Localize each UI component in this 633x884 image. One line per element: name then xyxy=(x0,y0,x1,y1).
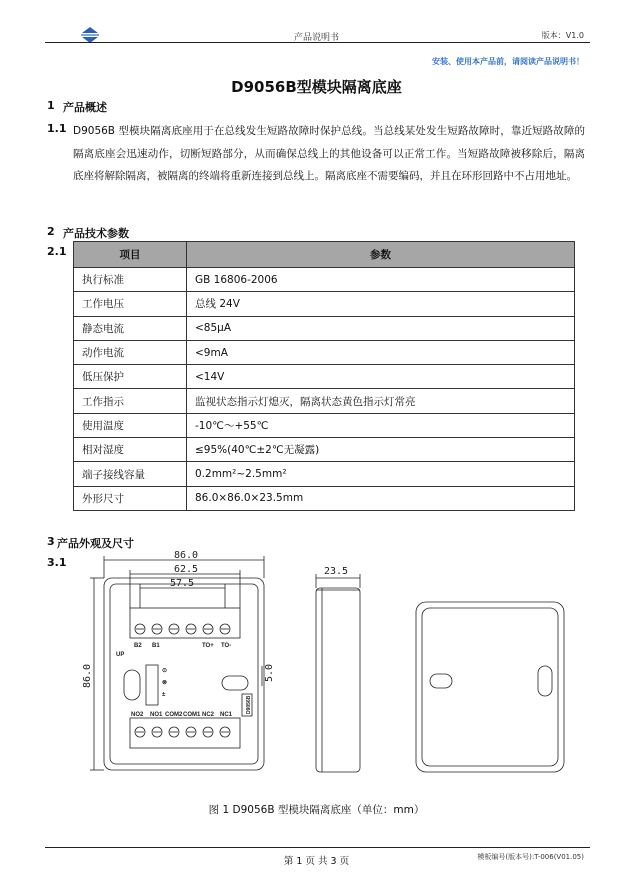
back-slot-right xyxy=(538,666,552,696)
side-mark-1: ⊙ xyxy=(162,668,168,674)
overview-paragraph: D9056B 型模块隔离底座用于在总线发生短路故障时保护总线。当总线某处发生短路故障时，靠近短路故障的隔离底座会迅速动作，切断短路部分，从而确保总线上的其他设备可以正常工作。当短路故障被移除后，隔离底座将解除隔离，被隔离的终端将重新连接到总线上。隔离底座不需要编码，并且在环形回路中不占用地址。 xyxy=(73,125,585,182)
table-cell-item: 低压保护 xyxy=(74,365,187,389)
table-cell-item: 相对湿度 xyxy=(74,438,187,462)
terminal-label-to-plus: TO+ xyxy=(202,643,214,649)
dim-depth: 23.5 xyxy=(324,566,349,577)
table-row xyxy=(74,292,575,316)
table-row xyxy=(74,316,575,340)
footer-template-code: 模板编号(版本号):T-006(V01.05) xyxy=(477,853,584,861)
section-3-title: 产品外观及尺寸 xyxy=(57,537,134,550)
spec-table xyxy=(73,241,575,511)
table-cell-value: GB 16806-2006 xyxy=(187,268,575,292)
table-cell-value: 总线 24V xyxy=(187,292,575,316)
table-cell-item: 静态电流 xyxy=(74,316,187,340)
side-mark-2: ⊗ xyxy=(162,680,168,686)
table-row xyxy=(74,389,575,413)
table-row xyxy=(74,340,575,364)
table-cell-value: -10℃～+55℃ xyxy=(187,413,575,437)
table-row xyxy=(74,365,575,389)
header-version: 版本：V1.0 xyxy=(541,31,584,40)
dim-inner2: 57.5 xyxy=(170,578,195,589)
table-row xyxy=(74,413,575,437)
mount-slot-right xyxy=(222,676,248,690)
dim-inner1: 62.5 xyxy=(174,564,199,575)
footer-page-number: 第 1 页 共 3 页 xyxy=(283,856,350,867)
terminal-label-to-minus: TO- xyxy=(221,643,232,649)
back-slot-left xyxy=(430,674,452,688)
table-cell-item: 使用温度 xyxy=(74,413,187,437)
terminal-label-b1: B1 xyxy=(152,643,160,649)
table-row xyxy=(74,268,575,292)
back-view-outline xyxy=(416,602,564,772)
section-3-1-number: 3.1 xyxy=(47,556,67,569)
terminal-label-nc2: NC2 xyxy=(202,712,215,718)
header-notice: 安装、使用本产品前，请阅读产品说明书！ xyxy=(432,57,584,66)
header-divider xyxy=(45,42,590,43)
mount-slot-left xyxy=(124,670,140,700)
table-cell-item: 端子接线容量 xyxy=(74,462,187,486)
table-cell-item: 外形尺寸 xyxy=(74,486,187,510)
bottom-terminal-screws xyxy=(135,727,230,737)
table-cell-value: ≤95%(40℃±2℃无凝露) xyxy=(187,438,575,462)
table-cell-value: <14V xyxy=(187,365,575,389)
section-1-title: 产品概述 xyxy=(63,101,107,114)
model-code-label: D9056B xyxy=(246,695,252,714)
side-view-outline xyxy=(316,588,360,772)
table-cell-value: 监视状态指示灯熄灭，隔离状态黄色指示灯常亮 xyxy=(187,389,575,413)
section-2-number: 2 xyxy=(47,225,55,238)
product-drawing xyxy=(82,548,600,788)
dim-width: 86.0 xyxy=(174,550,199,561)
table-cell-item: 执行标准 xyxy=(74,268,187,292)
table-header-row xyxy=(74,242,575,268)
dim-height: 86.0 xyxy=(82,663,93,688)
figure-caption: 图 1 D9056B 型模块隔离底座（单位：mm） xyxy=(208,804,425,816)
section-2-1-number: 2.1 xyxy=(47,245,67,258)
up-label: UP xyxy=(116,652,125,658)
footer-divider xyxy=(45,847,590,848)
top-terminal-screws xyxy=(135,624,230,634)
section-1-1-number: 1.1 xyxy=(47,122,67,135)
terminal-label-no1: NO1 xyxy=(150,712,163,718)
section-2-title: 产品技术参数 xyxy=(63,227,129,240)
table-cell-value: 86.0×86.0×23.5mm xyxy=(187,486,575,510)
document-title: D9056B型模块隔离底座 xyxy=(231,78,402,96)
table-cell-item: 工作电压 xyxy=(74,292,187,316)
terminal-label-b2: B2 xyxy=(134,643,142,649)
side-mark-3: ± xyxy=(162,692,166,698)
table-header-item: 项目 xyxy=(74,242,187,268)
terminal-label-no2: NO2 xyxy=(131,712,144,718)
table-cell-item: 工作指示 xyxy=(74,389,187,413)
terminal-label-com1: COM1 xyxy=(183,712,201,718)
table-cell-value: 0.2mm²~2.5mm² xyxy=(187,462,575,486)
section-3-number: 3 xyxy=(47,535,55,548)
terminal-label-nc1: NC1 xyxy=(220,712,233,718)
table-row xyxy=(74,486,575,510)
dim-small: 5.0 xyxy=(264,663,275,682)
section-1-number: 1 xyxy=(47,99,55,112)
led-window xyxy=(146,665,158,705)
table-row xyxy=(74,462,575,486)
table-header-param: 参数 xyxy=(187,242,575,268)
header-title: 产品说明书 xyxy=(293,33,339,43)
table-cell-value: <85μA xyxy=(187,316,575,340)
table-cell-item: 动作电流 xyxy=(74,340,187,364)
table-cell-value: <9mA xyxy=(187,340,575,364)
terminal-label-com2: COM2 xyxy=(165,712,183,718)
table-row xyxy=(74,438,575,462)
